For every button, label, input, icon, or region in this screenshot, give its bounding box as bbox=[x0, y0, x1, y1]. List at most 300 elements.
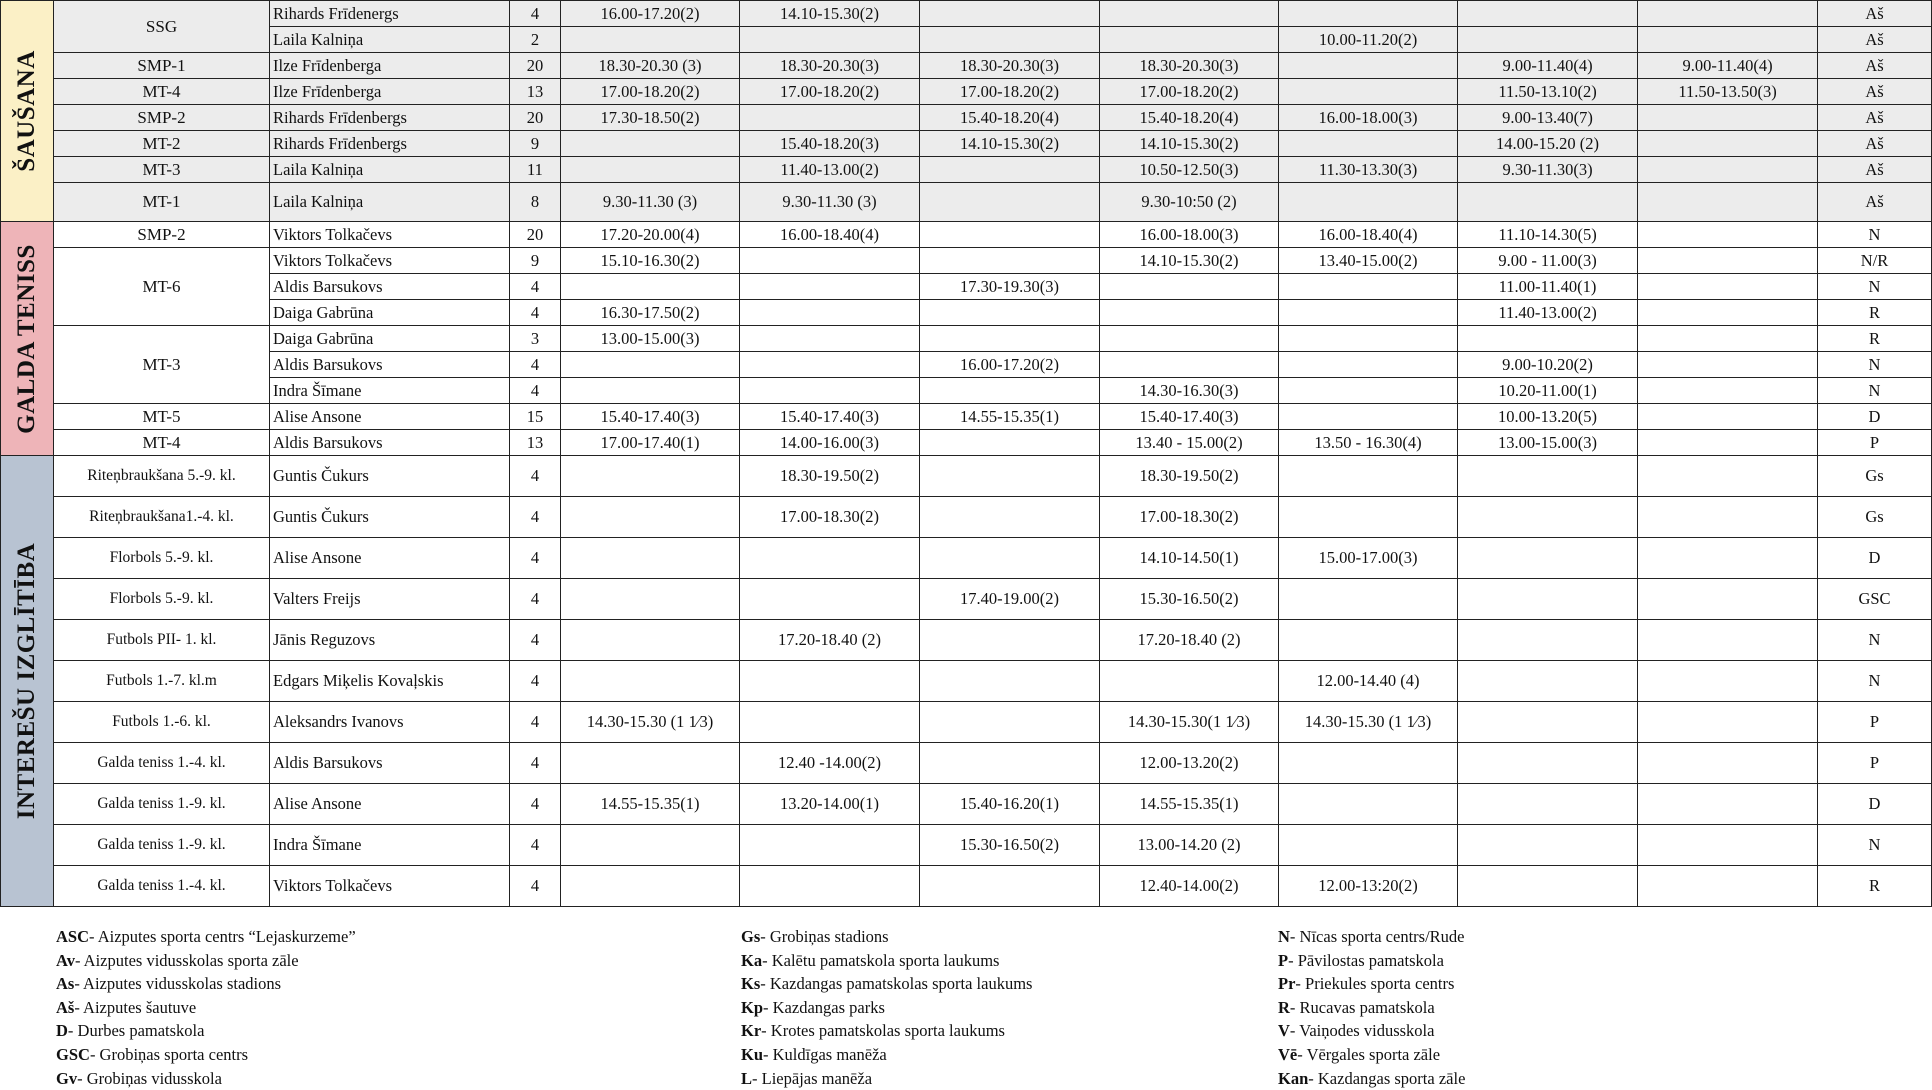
time-slot-cell: 11.50-13.10(2) bbox=[1458, 79, 1638, 105]
category-cell-galda-teniss bbox=[1, 222, 54, 456]
location-code-cell: D bbox=[1818, 538, 1932, 579]
location-code-cell: N bbox=[1818, 352, 1932, 378]
time-slot-cell: 16.00-17.20(2) bbox=[920, 352, 1100, 378]
location-code-cell: Aš bbox=[1818, 1, 1932, 27]
time-slot-cell bbox=[920, 497, 1100, 538]
group-cell: SMP-1 bbox=[54, 53, 270, 79]
time-slot-cell: 15.40-17.40(3) bbox=[561, 404, 740, 430]
legend-code: Ks bbox=[741, 974, 761, 994]
coach-cell: Aldis Barsukovs bbox=[270, 274, 510, 300]
coach-cell: Guntis Čukurs bbox=[270, 456, 510, 497]
time-slot-cell: 11.40-13.00(2) bbox=[740, 157, 920, 183]
legend-item bbox=[56, 996, 356, 1020]
time-slot-cell bbox=[1638, 702, 1818, 743]
time-slot-cell bbox=[920, 1, 1100, 27]
group-cell: MT-1 bbox=[54, 183, 270, 222]
category-cell-sausana bbox=[1, 1, 54, 222]
table-row bbox=[1, 579, 1932, 620]
time-slot-cell bbox=[1638, 579, 1818, 620]
count-cell: 9 bbox=[510, 248, 561, 274]
legend-item bbox=[741, 996, 1032, 1020]
table-row bbox=[1, 352, 1932, 378]
legend-item bbox=[56, 972, 356, 996]
time-slot-cell bbox=[561, 497, 740, 538]
time-slot-cell bbox=[1279, 378, 1458, 404]
legend-code: Aš bbox=[56, 997, 75, 1017]
group-cell: MT-6 bbox=[54, 248, 270, 326]
group-cell: Futbols 1.-6. kl. bbox=[54, 702, 270, 743]
table-row bbox=[1, 866, 1932, 907]
group-cell: SMP-2 bbox=[54, 222, 270, 248]
coach-cell: Viktors Tolkačevs bbox=[270, 248, 510, 274]
time-slot-cell: 9.00-13.40(7) bbox=[1458, 105, 1638, 131]
time-slot-cell bbox=[1458, 661, 1638, 702]
legend-text: - Kazdangas sporta zāle bbox=[1308, 1068, 1466, 1088]
category-label: ŠAUŠANA bbox=[13, 50, 40, 172]
legend-code: Ka bbox=[741, 950, 763, 970]
time-slot-cell: 15.40-17.40(3) bbox=[740, 404, 920, 430]
time-slot-cell bbox=[1458, 538, 1638, 579]
time-slot-cell: 13.50 - 16.30(4) bbox=[1279, 430, 1458, 456]
legend-item bbox=[1278, 1043, 1465, 1067]
time-slot-cell bbox=[561, 456, 740, 497]
time-slot-cell bbox=[1638, 274, 1818, 300]
coach-cell: Alise Ansone bbox=[270, 404, 510, 430]
time-slot-cell bbox=[1638, 248, 1818, 274]
legend-item bbox=[741, 949, 1032, 973]
coach-cell: Guntis Čukurs bbox=[270, 497, 510, 538]
time-slot-cell bbox=[1279, 784, 1458, 825]
coach-cell: Daiga Gabrūna bbox=[270, 300, 510, 326]
coach-cell: Viktors Tolkačevs bbox=[270, 222, 510, 248]
time-slot-cell bbox=[920, 27, 1100, 53]
legend-text: - Aizputes vidusskolas stadions bbox=[74, 974, 282, 994]
time-slot-cell: 16.00-18.00(3) bbox=[1100, 222, 1279, 248]
time-slot-cell bbox=[1100, 274, 1279, 300]
table-row bbox=[1, 784, 1932, 825]
legend-item bbox=[56, 1043, 356, 1067]
time-slot-cell: 15.10-16.30(2) bbox=[561, 248, 740, 274]
legend-code: D bbox=[56, 1021, 68, 1041]
time-slot-cell: 13.20-14.00(1) bbox=[740, 784, 920, 825]
count-cell: 4 bbox=[510, 274, 561, 300]
legend-item bbox=[56, 1067, 356, 1090]
time-slot-cell bbox=[1100, 326, 1279, 352]
time-slot-cell bbox=[1279, 1, 1458, 27]
time-slot-cell bbox=[740, 866, 920, 907]
legend-code: Kp bbox=[741, 997, 764, 1017]
group-cell: MT-4 bbox=[54, 430, 270, 456]
time-slot-cell: 13.40-15.00(2) bbox=[1279, 248, 1458, 274]
time-slot-cell bbox=[920, 538, 1100, 579]
location-code-cell: R bbox=[1818, 300, 1932, 326]
table-row bbox=[1, 456, 1932, 497]
time-slot-cell bbox=[1279, 743, 1458, 784]
time-slot-cell: 17.00-18.20(2) bbox=[1100, 79, 1279, 105]
group-cell: Futbols PII- 1. kl. bbox=[54, 620, 270, 661]
time-slot-cell: 9.30-11.30 (3) bbox=[740, 183, 920, 222]
time-slot-cell bbox=[561, 579, 740, 620]
time-slot-cell bbox=[740, 825, 920, 866]
time-slot-cell bbox=[1279, 404, 1458, 430]
time-slot-cell: 14.55-15.35(1) bbox=[561, 784, 740, 825]
group-cell: SMP-2 bbox=[54, 105, 270, 131]
location-code-cell: Aš bbox=[1818, 157, 1932, 183]
location-code-cell: N bbox=[1818, 825, 1932, 866]
time-slot-cell bbox=[1100, 27, 1279, 53]
group-cell: Galda teniss 1.-4. kl. bbox=[54, 866, 270, 907]
coach-cell: Indra Šīmane bbox=[270, 825, 510, 866]
coach-cell: Aldis Barsukovs bbox=[270, 743, 510, 784]
group-cell: Florbols 5.-9. kl. bbox=[54, 538, 270, 579]
time-slot-cell bbox=[1100, 352, 1279, 378]
coach-cell: Valters Freijs bbox=[270, 579, 510, 620]
count-cell: 13 bbox=[510, 79, 561, 105]
time-slot-cell: 13.40 - 15.00(2) bbox=[1100, 430, 1279, 456]
time-slot-cell bbox=[561, 157, 740, 183]
time-slot-cell: 15.40-16.20(1) bbox=[920, 784, 1100, 825]
legend-text: - Nīcas sporta centrs/Rude bbox=[1289, 927, 1465, 946]
coach-cell: Edgars Miķelis Kovaļskis bbox=[270, 661, 510, 702]
time-slot-cell bbox=[1638, 27, 1818, 53]
table-row bbox=[1, 222, 1932, 248]
time-slot-cell bbox=[1638, 157, 1818, 183]
legend-text: - Priekules sporta centrs bbox=[1295, 974, 1455, 994]
time-slot-cell: 17.00-18.20(2) bbox=[920, 79, 1100, 105]
group-cell: Futbols 1.-7. kl.m bbox=[54, 661, 270, 702]
legend-column bbox=[741, 925, 1032, 1090]
time-slot-cell: 12.40-14.00(2) bbox=[1100, 866, 1279, 907]
time-slot-cell bbox=[1279, 825, 1458, 866]
table-row bbox=[1, 326, 1932, 352]
coach-cell: Ilze Frīdenberga bbox=[270, 53, 510, 79]
time-slot-cell: 17.30-19.30(3) bbox=[920, 274, 1100, 300]
category-label: INTEREŠU IZGLĪTĪBA bbox=[13, 542, 40, 820]
location-code-cell: N bbox=[1818, 222, 1932, 248]
count-cell: 20 bbox=[510, 105, 561, 131]
legend-code: Pr bbox=[1278, 974, 1296, 994]
time-slot-cell: 10.50-12.50(3) bbox=[1100, 157, 1279, 183]
table-row bbox=[1, 825, 1932, 866]
time-slot-cell: 18.30-19.50(2) bbox=[1100, 456, 1279, 497]
legend-code: N bbox=[1278, 927, 1290, 946]
count-cell: 4 bbox=[510, 456, 561, 497]
time-slot-cell: 9.00 - 11.00(3) bbox=[1458, 248, 1638, 274]
group-cell: MT-2 bbox=[54, 131, 270, 157]
time-slot-cell bbox=[740, 248, 920, 274]
time-slot-cell bbox=[740, 702, 920, 743]
time-slot-cell bbox=[1638, 866, 1818, 907]
time-slot-cell: 14.10-15.30(2) bbox=[740, 1, 920, 27]
time-slot-cell: 14.30-15.30 (1 1⁄3) bbox=[561, 702, 740, 743]
count-cell: 4 bbox=[510, 825, 561, 866]
time-slot-cell bbox=[561, 378, 740, 404]
table-row bbox=[1, 497, 1932, 538]
coach-cell: Aldis Barsukovs bbox=[270, 430, 510, 456]
legend-text: - Grobiņas sporta centrs bbox=[89, 1044, 249, 1064]
time-slot-cell bbox=[1458, 326, 1638, 352]
table-row bbox=[1, 661, 1932, 702]
legend-item bbox=[1278, 972, 1465, 996]
legend-text: - Vērgales sporta zāle bbox=[1297, 1044, 1441, 1064]
time-slot-cell: 13.00-15.00(3) bbox=[561, 326, 740, 352]
time-slot-cell: 13.00-14.20 (2) bbox=[1100, 825, 1279, 866]
time-slot-cell bbox=[740, 378, 920, 404]
location-code-cell: Gs bbox=[1818, 456, 1932, 497]
legend-item bbox=[1278, 1067, 1465, 1090]
count-cell: 4 bbox=[510, 300, 561, 326]
group-cell: MT-3 bbox=[54, 326, 270, 404]
time-slot-cell bbox=[1638, 538, 1818, 579]
time-slot-cell bbox=[740, 538, 920, 579]
time-slot-cell bbox=[561, 825, 740, 866]
time-slot-cell: 12.00-13:20(2) bbox=[1279, 866, 1458, 907]
count-cell: 9 bbox=[510, 131, 561, 157]
category-cell-interesu-izglitiba bbox=[1, 456, 54, 907]
legend-text: - Rucavas pamatskola bbox=[1289, 997, 1435, 1017]
time-slot-cell bbox=[920, 300, 1100, 326]
time-slot-cell: 14.10-15.30(2) bbox=[920, 131, 1100, 157]
group-cell: MT-4 bbox=[54, 79, 270, 105]
time-slot-cell bbox=[1458, 825, 1638, 866]
time-slot-cell bbox=[1638, 326, 1818, 352]
time-slot-cell bbox=[920, 620, 1100, 661]
time-slot-cell bbox=[1458, 27, 1638, 53]
time-slot-cell: 9.00-11.40(4) bbox=[1458, 53, 1638, 79]
time-slot-cell: 17.20-18.40 (2) bbox=[740, 620, 920, 661]
time-slot-cell bbox=[1279, 620, 1458, 661]
location-code-cell: R bbox=[1818, 866, 1932, 907]
time-slot-cell: 17.20-18.40 (2) bbox=[1100, 620, 1279, 661]
table-row bbox=[1, 1, 1932, 27]
legend-item bbox=[1278, 1019, 1465, 1043]
time-slot-cell bbox=[1638, 784, 1818, 825]
time-slot-cell bbox=[1458, 866, 1638, 907]
time-slot-cell bbox=[561, 743, 740, 784]
time-slot-cell bbox=[920, 661, 1100, 702]
location-code-cell: D bbox=[1818, 404, 1932, 430]
count-cell: 20 bbox=[510, 53, 561, 79]
time-slot-cell: 9.00-10.20(2) bbox=[1458, 352, 1638, 378]
location-code-cell: R bbox=[1818, 326, 1932, 352]
time-slot-cell bbox=[1458, 456, 1638, 497]
time-slot-cell: 10.00-11.20(2) bbox=[1279, 27, 1458, 53]
legend-code: Gv bbox=[56, 1068, 78, 1088]
time-slot-cell bbox=[1279, 579, 1458, 620]
count-cell: 13 bbox=[510, 430, 561, 456]
time-slot-cell: 12.00-14.40 (4) bbox=[1279, 661, 1458, 702]
time-slot-cell: 18.30-20.30(3) bbox=[920, 53, 1100, 79]
time-slot-cell bbox=[1458, 183, 1638, 222]
location-code-cell: P bbox=[1818, 743, 1932, 784]
legend-text: - Aizputes sporta centrs “Lejaskurzeme” bbox=[89, 927, 356, 946]
time-slot-cell: 9.00-11.40(4) bbox=[1638, 53, 1818, 79]
time-slot-cell bbox=[740, 274, 920, 300]
location-code-cell: N bbox=[1818, 378, 1932, 404]
location-code-cell: N bbox=[1818, 620, 1932, 661]
time-slot-cell bbox=[1638, 430, 1818, 456]
time-slot-cell bbox=[1279, 131, 1458, 157]
time-slot-cell bbox=[1279, 497, 1458, 538]
time-slot-cell bbox=[1458, 1, 1638, 27]
time-slot-cell bbox=[740, 661, 920, 702]
table-row bbox=[1, 53, 1932, 79]
time-slot-cell: 11.30-13.30(3) bbox=[1279, 157, 1458, 183]
count-cell: 4 bbox=[510, 352, 561, 378]
time-slot-cell: 18.30-20.30(3) bbox=[1100, 53, 1279, 79]
time-slot-cell bbox=[1638, 456, 1818, 497]
time-slot-cell: 17.00-18.20(2) bbox=[740, 79, 920, 105]
time-slot-cell: 9.30-11.30 (3) bbox=[561, 183, 740, 222]
time-slot-cell bbox=[1638, 497, 1818, 538]
time-slot-cell bbox=[1100, 661, 1279, 702]
legend-code: As bbox=[56, 974, 75, 994]
time-slot-cell: 10.20-11.00(1) bbox=[1458, 378, 1638, 404]
time-slot-cell: 16.00-17.20(2) bbox=[561, 1, 740, 27]
time-slot-cell bbox=[561, 661, 740, 702]
legend-text: - Pāvilostas pamatskola bbox=[1288, 950, 1444, 970]
time-slot-cell: 11.50-13.50(3) bbox=[1638, 79, 1818, 105]
legend-item bbox=[741, 1019, 1032, 1043]
time-slot-cell: 14.30-16.30(3) bbox=[1100, 378, 1279, 404]
coach-cell: Aldis Barsukovs bbox=[270, 352, 510, 378]
time-slot-cell: 17.40-19.00(2) bbox=[920, 579, 1100, 620]
count-cell: 15 bbox=[510, 404, 561, 430]
time-slot-cell bbox=[1458, 620, 1638, 661]
count-cell: 4 bbox=[510, 743, 561, 784]
table-row bbox=[1, 131, 1932, 157]
time-slot-cell bbox=[1638, 131, 1818, 157]
table-row bbox=[1, 378, 1932, 404]
time-slot-cell: 14.10-14.50(1) bbox=[1100, 538, 1279, 579]
time-slot-cell bbox=[1458, 784, 1638, 825]
time-slot-cell bbox=[561, 352, 740, 378]
count-cell: 8 bbox=[510, 183, 561, 222]
legend-code: Av bbox=[56, 950, 75, 970]
time-slot-cell bbox=[561, 866, 740, 907]
legend-code: Ku bbox=[741, 1044, 764, 1064]
time-slot-cell: 18.30-20.30 (3) bbox=[561, 53, 740, 79]
legend-column bbox=[1278, 925, 1465, 1090]
coach-cell: Viktors Tolkačevs bbox=[270, 866, 510, 907]
time-slot-cell: 15.30-16.50(2) bbox=[1100, 579, 1279, 620]
legend-item bbox=[741, 1067, 1032, 1090]
time-slot-cell: 16.00-18.40(4) bbox=[740, 222, 920, 248]
table-row bbox=[1, 274, 1932, 300]
time-slot-cell bbox=[1458, 702, 1638, 743]
legend-item bbox=[1278, 996, 1465, 1020]
count-cell: 4 bbox=[510, 620, 561, 661]
legend-item bbox=[56, 949, 356, 973]
time-slot-cell bbox=[920, 222, 1100, 248]
count-cell: 4 bbox=[510, 702, 561, 743]
time-slot-cell: 17.00-17.40(1) bbox=[561, 430, 740, 456]
time-slot-cell bbox=[1638, 620, 1818, 661]
group-cell: MT-3 bbox=[54, 157, 270, 183]
location-code-cell: P bbox=[1818, 430, 1932, 456]
coach-cell: Rihards Frīdenergs bbox=[270, 1, 510, 27]
table-row bbox=[1, 538, 1932, 579]
count-cell: 4 bbox=[510, 866, 561, 907]
time-slot-cell bbox=[1638, 743, 1818, 784]
time-slot-cell: 9.30-11.30(3) bbox=[1458, 157, 1638, 183]
legend-code: GSC bbox=[56, 1044, 90, 1064]
time-slot-cell bbox=[1638, 300, 1818, 326]
time-slot-cell: 11.00-11.40(1) bbox=[1458, 274, 1638, 300]
legend-text: - Aizputes šautuve bbox=[74, 997, 197, 1017]
count-cell: 4 bbox=[510, 661, 561, 702]
group-cell: SSG bbox=[54, 1, 270, 53]
table-row bbox=[1, 27, 1932, 53]
coach-cell: Alise Ansone bbox=[270, 784, 510, 825]
time-slot-cell bbox=[1279, 79, 1458, 105]
time-slot-cell bbox=[740, 300, 920, 326]
time-slot-cell bbox=[1638, 1, 1818, 27]
time-slot-cell: 18.30-19.50(2) bbox=[740, 456, 920, 497]
coach-cell: Ilze Frīdenberga bbox=[270, 79, 510, 105]
legend-text: - Kazdangas parks bbox=[763, 997, 885, 1017]
legend-text: - Kazdangas pamatskolas sporta laukums bbox=[760, 974, 1033, 994]
time-slot-cell: 16.00-18.40(4) bbox=[1279, 222, 1458, 248]
count-cell: 4 bbox=[510, 1, 561, 27]
time-slot-cell bbox=[561, 27, 740, 53]
time-slot-cell bbox=[1638, 661, 1818, 702]
time-slot-cell bbox=[1458, 579, 1638, 620]
legend-code: R bbox=[1278, 997, 1290, 1017]
legend-item bbox=[741, 925, 1032, 949]
time-slot-cell: 15.30-16.50(2) bbox=[920, 825, 1100, 866]
time-slot-cell: 15.40-18.20(4) bbox=[1100, 105, 1279, 131]
count-cell: 3 bbox=[510, 326, 561, 352]
schedule-body bbox=[1, 1, 1932, 907]
time-slot-cell bbox=[1638, 352, 1818, 378]
location-code-cell: N/R bbox=[1818, 248, 1932, 274]
group-cell: Galda teniss 1.-9. kl. bbox=[54, 825, 270, 866]
legend-text: - Vaiņodes vidusskola bbox=[1289, 1021, 1435, 1041]
legend-code: Kr bbox=[741, 1021, 762, 1041]
time-slot-cell: 15.00-17.00(3) bbox=[1279, 538, 1458, 579]
time-slot-cell: 14.30-15.30(1 1⁄3) bbox=[1100, 702, 1279, 743]
table-row bbox=[1, 79, 1932, 105]
time-slot-cell: 16.00-18.00(3) bbox=[1279, 105, 1458, 131]
location-legend bbox=[56, 925, 1916, 1088]
time-slot-cell bbox=[1279, 53, 1458, 79]
table-row bbox=[1, 620, 1932, 661]
legend-code: L bbox=[741, 1068, 753, 1088]
legend-code: Kan bbox=[1278, 1068, 1309, 1088]
time-slot-cell bbox=[1279, 352, 1458, 378]
group-cell: Riteņbraukšana1.-4. kl. bbox=[54, 497, 270, 538]
time-slot-cell bbox=[920, 866, 1100, 907]
time-slot-cell: 10.00-13.20(5) bbox=[1458, 404, 1638, 430]
time-slot-cell bbox=[561, 131, 740, 157]
table-row bbox=[1, 300, 1932, 326]
time-slot-cell bbox=[1279, 300, 1458, 326]
legend-item bbox=[56, 1019, 356, 1043]
count-cell: 4 bbox=[510, 579, 561, 620]
location-code-cell: Aš bbox=[1818, 131, 1932, 157]
coach-cell: Daiga Gabrūna bbox=[270, 326, 510, 352]
time-slot-cell bbox=[740, 352, 920, 378]
time-slot-cell bbox=[1638, 404, 1818, 430]
time-slot-cell: 13.00-15.00(3) bbox=[1458, 430, 1638, 456]
legend-item bbox=[1278, 925, 1465, 949]
table-row bbox=[1, 183, 1932, 222]
group-cell: Galda teniss 1.-4. kl. bbox=[54, 743, 270, 784]
time-slot-cell: 12.00-13.20(2) bbox=[1100, 743, 1279, 784]
time-slot-cell: 17.30-18.50(2) bbox=[561, 105, 740, 131]
time-slot-cell: 18.30-20.30(3) bbox=[740, 53, 920, 79]
